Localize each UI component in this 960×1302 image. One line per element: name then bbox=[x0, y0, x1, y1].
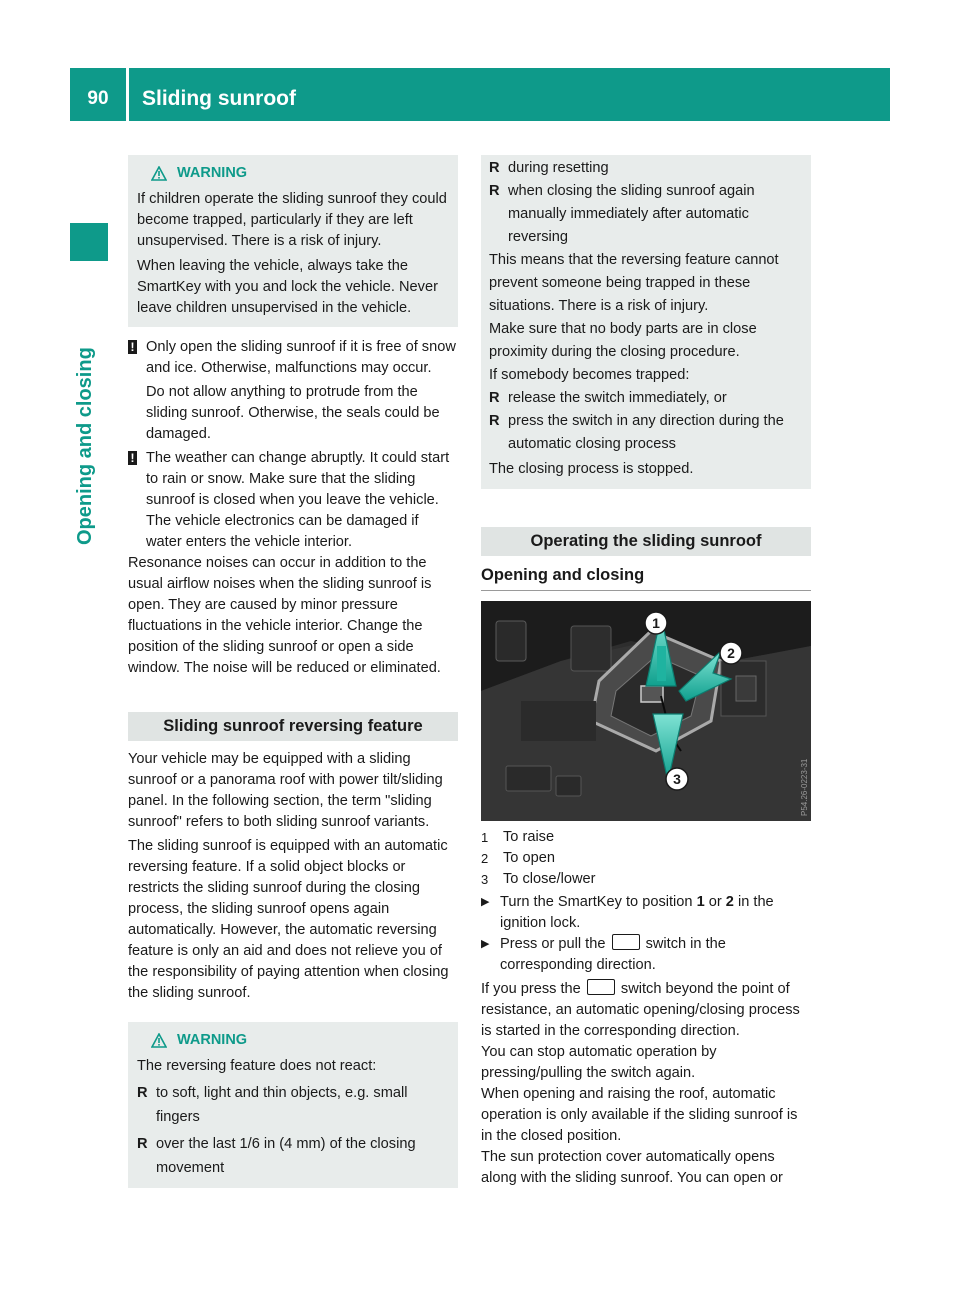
page-header bbox=[70, 68, 890, 121]
list-item bbox=[489, 180, 803, 249]
warning-text: When leaving the vehicle, always take the SmartKey with you and lock the vehicle. Never leave children unsupervised in the vehicle. bbox=[137, 258, 438, 316]
warning-text: This means that the reversing feature cannot prevent someone being trapped in these situations. There is a risk of injury. bbox=[489, 252, 779, 314]
body-paragraph: Your vehicle may be equipped with a sliding sunroof or a panorama roof with power tilt/sliding panel. In the following section, the term "sliding sunroof" refers to both sliding sunroof variants. bbox=[128, 751, 443, 830]
body-text: If you press the bbox=[481, 981, 585, 997]
legend-item bbox=[481, 848, 811, 869]
legend-number: 1 bbox=[481, 830, 489, 845]
section-heading: Sliding sunroof reversing feature bbox=[128, 712, 458, 741]
warning-heading bbox=[137, 161, 447, 185]
body-paragraph: The sun protection cover automatically opens along with the sliding sunroof. You can open or bbox=[481, 1149, 783, 1186]
warning-text: The reversing feature does not react: bbox=[137, 1058, 377, 1074]
legend-list bbox=[481, 827, 811, 890]
page-number: 90 bbox=[87, 88, 109, 109]
sunroof-switch-icon bbox=[587, 979, 615, 995]
warning-text: Make sure that no body parts are in close proximity during the closing procedure. bbox=[489, 321, 757, 360]
note-text: The weather can change abruptly. It could start to rain or snow. Make sure that the sliding sunroof is closed when you leave the vehicle. The vehicle electronics can be damaged if water enters the vehicle interior. bbox=[146, 450, 450, 550]
bullet-icon: R bbox=[489, 160, 500, 176]
note-item bbox=[128, 337, 458, 445]
body-text: switch beyond the point of resistance, an automatic opening/closing process is started in the corresponding direction. bbox=[481, 981, 800, 1039]
page-title: Sliding sunroof bbox=[142, 87, 296, 110]
list-item bbox=[137, 1132, 447, 1180]
legend-text: To open bbox=[503, 850, 555, 866]
legend-text: To raise bbox=[503, 829, 555, 845]
warning-label: WARNING bbox=[177, 1031, 248, 1048]
legend-item bbox=[481, 869, 811, 890]
list-item bbox=[489, 157, 803, 180]
bullet-icon: R bbox=[489, 413, 500, 429]
warning-heading bbox=[137, 1028, 447, 1052]
warning-continued-box bbox=[481, 155, 811, 489]
legend-number: 2 bbox=[481, 851, 489, 866]
list-item-text: press the switch in any direction during the automatic closing process bbox=[508, 413, 784, 452]
step-text: Press or pull the bbox=[500, 936, 610, 952]
step-text: switch in the corresponding direction. bbox=[500, 936, 726, 973]
right-column bbox=[481, 155, 811, 1189]
list-item bbox=[137, 1081, 447, 1129]
body-paragraph: Resonance noises can occur in addition to the usual airflow noises when the sliding sunroof is open. They are caused by minor pressure fluctuations in the vehicle interior. Change the position of the sliding sunroof or open a side window. The noise will be reduced or eliminated. bbox=[128, 555, 441, 676]
list-item-text: during resetting bbox=[508, 160, 609, 176]
arrow-icon: ▶ bbox=[481, 896, 490, 908]
note-text: Do not allow anything to protrude from the sliding sunroof. Otherwise, the seals could be damaged. bbox=[146, 384, 440, 442]
list-item bbox=[489, 410, 803, 456]
instruction-step bbox=[481, 892, 811, 934]
legend-item bbox=[481, 827, 811, 848]
step-text: in the ignition lock. bbox=[500, 894, 774, 931]
exclamation-icon: ! bbox=[128, 337, 146, 445]
arrow-icon: ▶ bbox=[481, 938, 490, 950]
list-item-text: over the last 1/6 in (4 mm) of the closing movement bbox=[156, 1136, 416, 1176]
header-divider bbox=[126, 68, 129, 121]
list-item bbox=[489, 387, 803, 410]
overhead-control-illustration bbox=[481, 601, 811, 821]
bullet-icon: R bbox=[137, 1085, 148, 1101]
callout-label: 1 bbox=[652, 615, 660, 631]
section-heading: Operating the sliding sunroof bbox=[481, 527, 811, 556]
callout-label: 2 bbox=[727, 645, 735, 661]
roof-control-panel-image bbox=[481, 601, 811, 821]
bullet-icon: R bbox=[137, 1136, 148, 1152]
body-paragraph: You can stop automatic operation by pressing/pulling the switch again. bbox=[481, 1044, 717, 1081]
sidebar-chapter-label: Opening and closing bbox=[74, 347, 96, 545]
warning-text: If children operate the sliding sunroof they could become trapped, particularly if they are left unsupervised. There is a risk of injury. bbox=[137, 191, 447, 249]
subsection-heading: Opening and closing bbox=[481, 565, 811, 591]
body-paragraph: When opening and raising the roof, automatic operation is only available if the sliding sunroof is in the closed position. bbox=[481, 1086, 798, 1144]
instruction-step bbox=[481, 934, 811, 976]
warning-text: The closing process is stopped. bbox=[489, 461, 694, 477]
body-paragraph: The sliding sunroof is equipped with an automatic reversing feature. If a solid object blocks or restricts the sliding sunroof during the closing process, the sliding sunroof opens again automatically. However, the automatic reversing feature is only an aid and does not relieve you of the responsibility of paying attention when closing the sliding sunroof. bbox=[128, 838, 449, 1001]
list-item-text: when closing the sliding sunroof again manually immediately after automatic reversing bbox=[508, 183, 755, 245]
warning-icon bbox=[151, 1033, 167, 1048]
warning-label: WARNING bbox=[177, 164, 248, 181]
list-item-text: release the switch immediately, or bbox=[508, 390, 727, 406]
bullet-icon: R bbox=[489, 390, 500, 406]
warning-icon bbox=[151, 166, 167, 181]
sunroof-switch-icon bbox=[612, 934, 640, 950]
left-column bbox=[128, 155, 458, 1188]
bullet-icon: R bbox=[489, 183, 500, 199]
warning-box bbox=[128, 155, 458, 327]
position-value: 2 bbox=[725, 894, 734, 910]
legend-text: To close/lower bbox=[503, 871, 596, 887]
position-value: 1 bbox=[696, 894, 705, 910]
step-text: or bbox=[704, 894, 726, 910]
step-text: Turn the SmartKey to position bbox=[500, 894, 697, 910]
image-code: P54.26-0223-31 bbox=[800, 758, 809, 816]
sidebar-tab-marker bbox=[70, 223, 108, 261]
callout-label: 3 bbox=[673, 771, 681, 787]
note-text: Only open the sliding sunroof if it is free of snow and ice. Otherwise, malfunctions may occur. bbox=[146, 339, 456, 376]
note-item bbox=[128, 448, 458, 553]
warning-box bbox=[128, 1022, 458, 1188]
list-item-text: to soft, light and thin objects, e.g. small fingers bbox=[156, 1085, 408, 1125]
legend-number: 3 bbox=[481, 872, 489, 887]
exclamation-icon: ! bbox=[128, 448, 146, 553]
warning-text: If somebody becomes trapped: bbox=[489, 367, 690, 383]
